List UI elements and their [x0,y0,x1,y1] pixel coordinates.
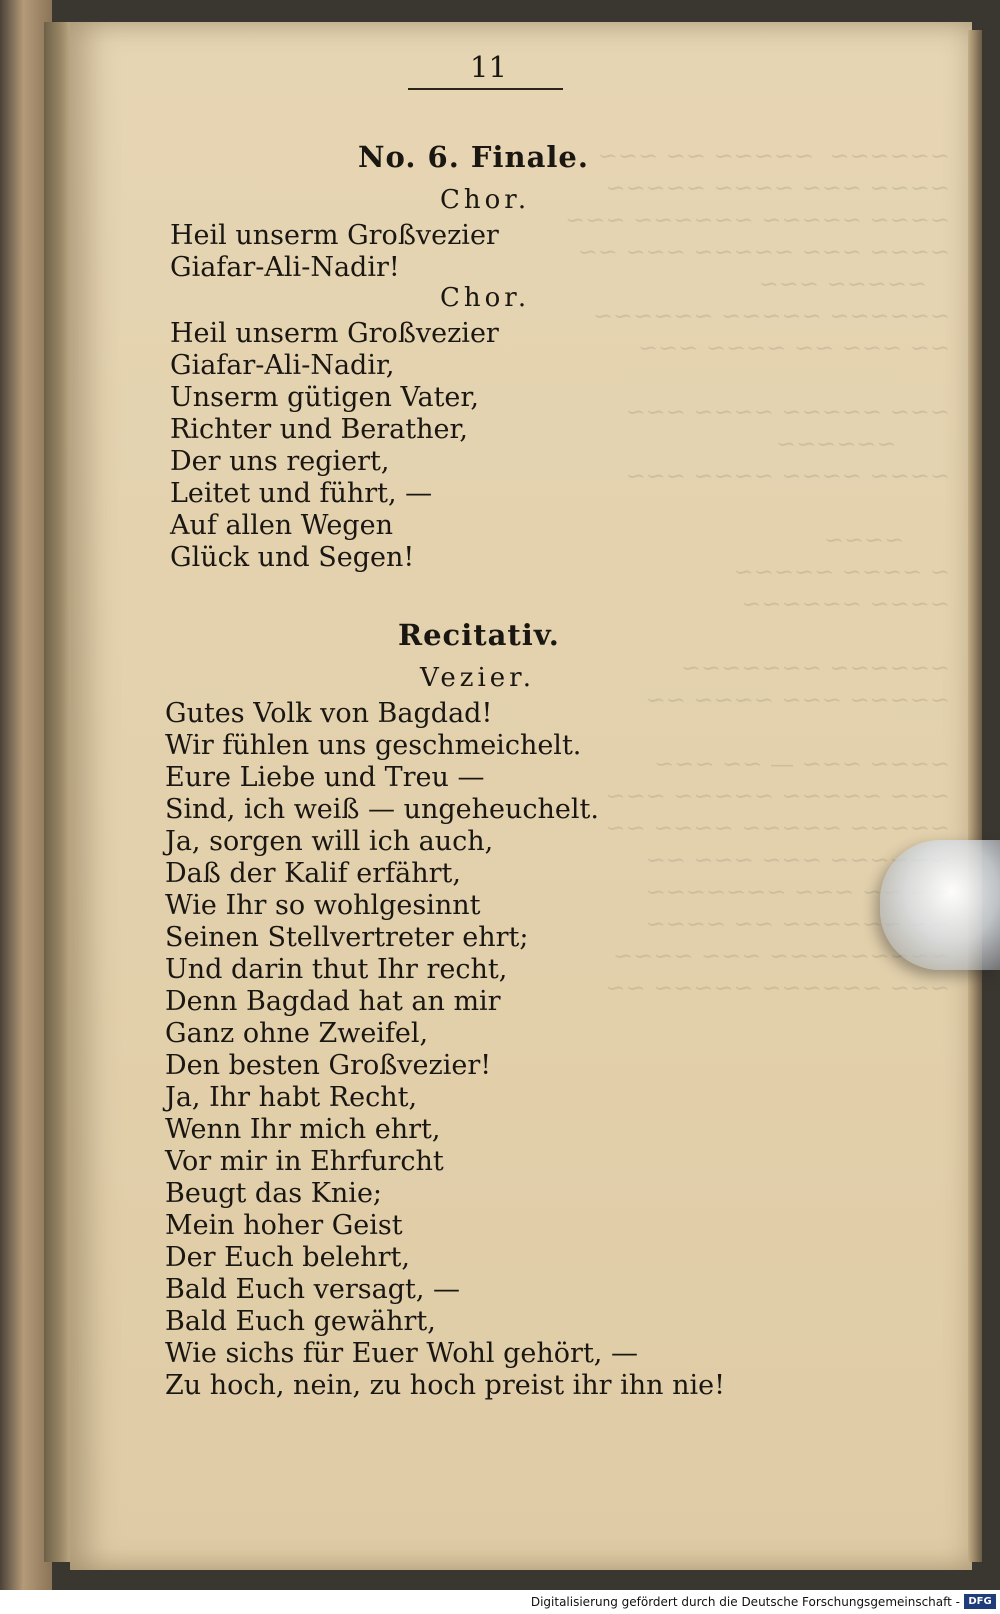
verse-line: Seinen Stellvertreter ehrt; [165,922,529,953]
verse-line: Heil unserm Großvezier [170,318,499,349]
verse-line: Richter und Berather, [170,414,469,445]
verse-line: Beugt das Knie; [165,1178,383,1209]
header-rule [408,88,563,90]
verse-line: Der Euch belehrt, [165,1242,410,1273]
verse-line: Denn Bagdad hat an mir [165,986,501,1017]
digitization-footer [0,1590,1000,1614]
verse-line: Eure Liebe und Treu — [165,762,485,793]
verse-line: Heil unserm Großvezier [170,220,499,251]
verse-line: Bald Euch versagt, — [165,1274,461,1305]
verse-line: Giafar-Ali-Nadir, [170,350,395,381]
verse-line: Bald Euch gewährt, [165,1306,436,1337]
verse-line: Zu hoch, nein, zu hoch preist ihr ihn nie! [165,1370,725,1401]
speaker-name: Chor. [440,185,531,215]
verse-line: Wir fühlen uns geschmeichelt. [165,730,582,761]
verse-line: Vor mir in Ehrfurcht [165,1146,444,1177]
verse-line: Wenn Ihr mich ehrt, [165,1114,441,1145]
speaker-name: Vezier. [420,663,536,693]
speaker-name: Chor. [440,283,531,313]
verse-line: Giafar-Ali-Nadir! [170,252,400,283]
section-heading: Recitativ. [398,618,560,652]
verse-line: Wie sichs für Euer Wohl gehört, — [165,1338,638,1369]
verse-line: Den besten Großvezier! [165,1050,492,1081]
verse-line: Daß der Kalif erfährt, [165,858,461,889]
verse-line: Sind, ich weiß — ungeheuchelt. [165,794,599,825]
verse-line: Gutes Volk von Bagdad! [165,698,493,729]
verse-line: Unserm gütigen Vater, [170,382,479,413]
verse-line: Ja, Ihr habt Recht, [165,1082,418,1113]
verse-line: Wie Ihr so wohlgesinnt [165,890,481,921]
page-number: 11 [470,50,507,84]
dfg-logo: DFG [964,1594,996,1609]
footer-credit: Digitalisierung gefördert durch die Deutsche Forschungsgemeinschaft - [530,1595,960,1609]
verse-line: Leitet und führt, — [170,478,433,509]
verse-line: Mein hoher Geist [165,1210,403,1241]
verse-line: Ganz ohne Zweifel, [165,1018,429,1049]
glass-page-clip [880,840,1000,970]
right-page-edge [968,30,982,1562]
verse-line: Auf allen Wegen [170,510,393,541]
verse-line: Ja, sorgen will ich auch, [165,826,494,857]
verse-line: Und darin thut Ihr recht, [165,954,508,985]
verse-line: Glück und Segen! [170,542,415,573]
section-heading: No. 6. Finale. [358,140,589,174]
verse-line: Der uns regiert, [170,446,390,477]
